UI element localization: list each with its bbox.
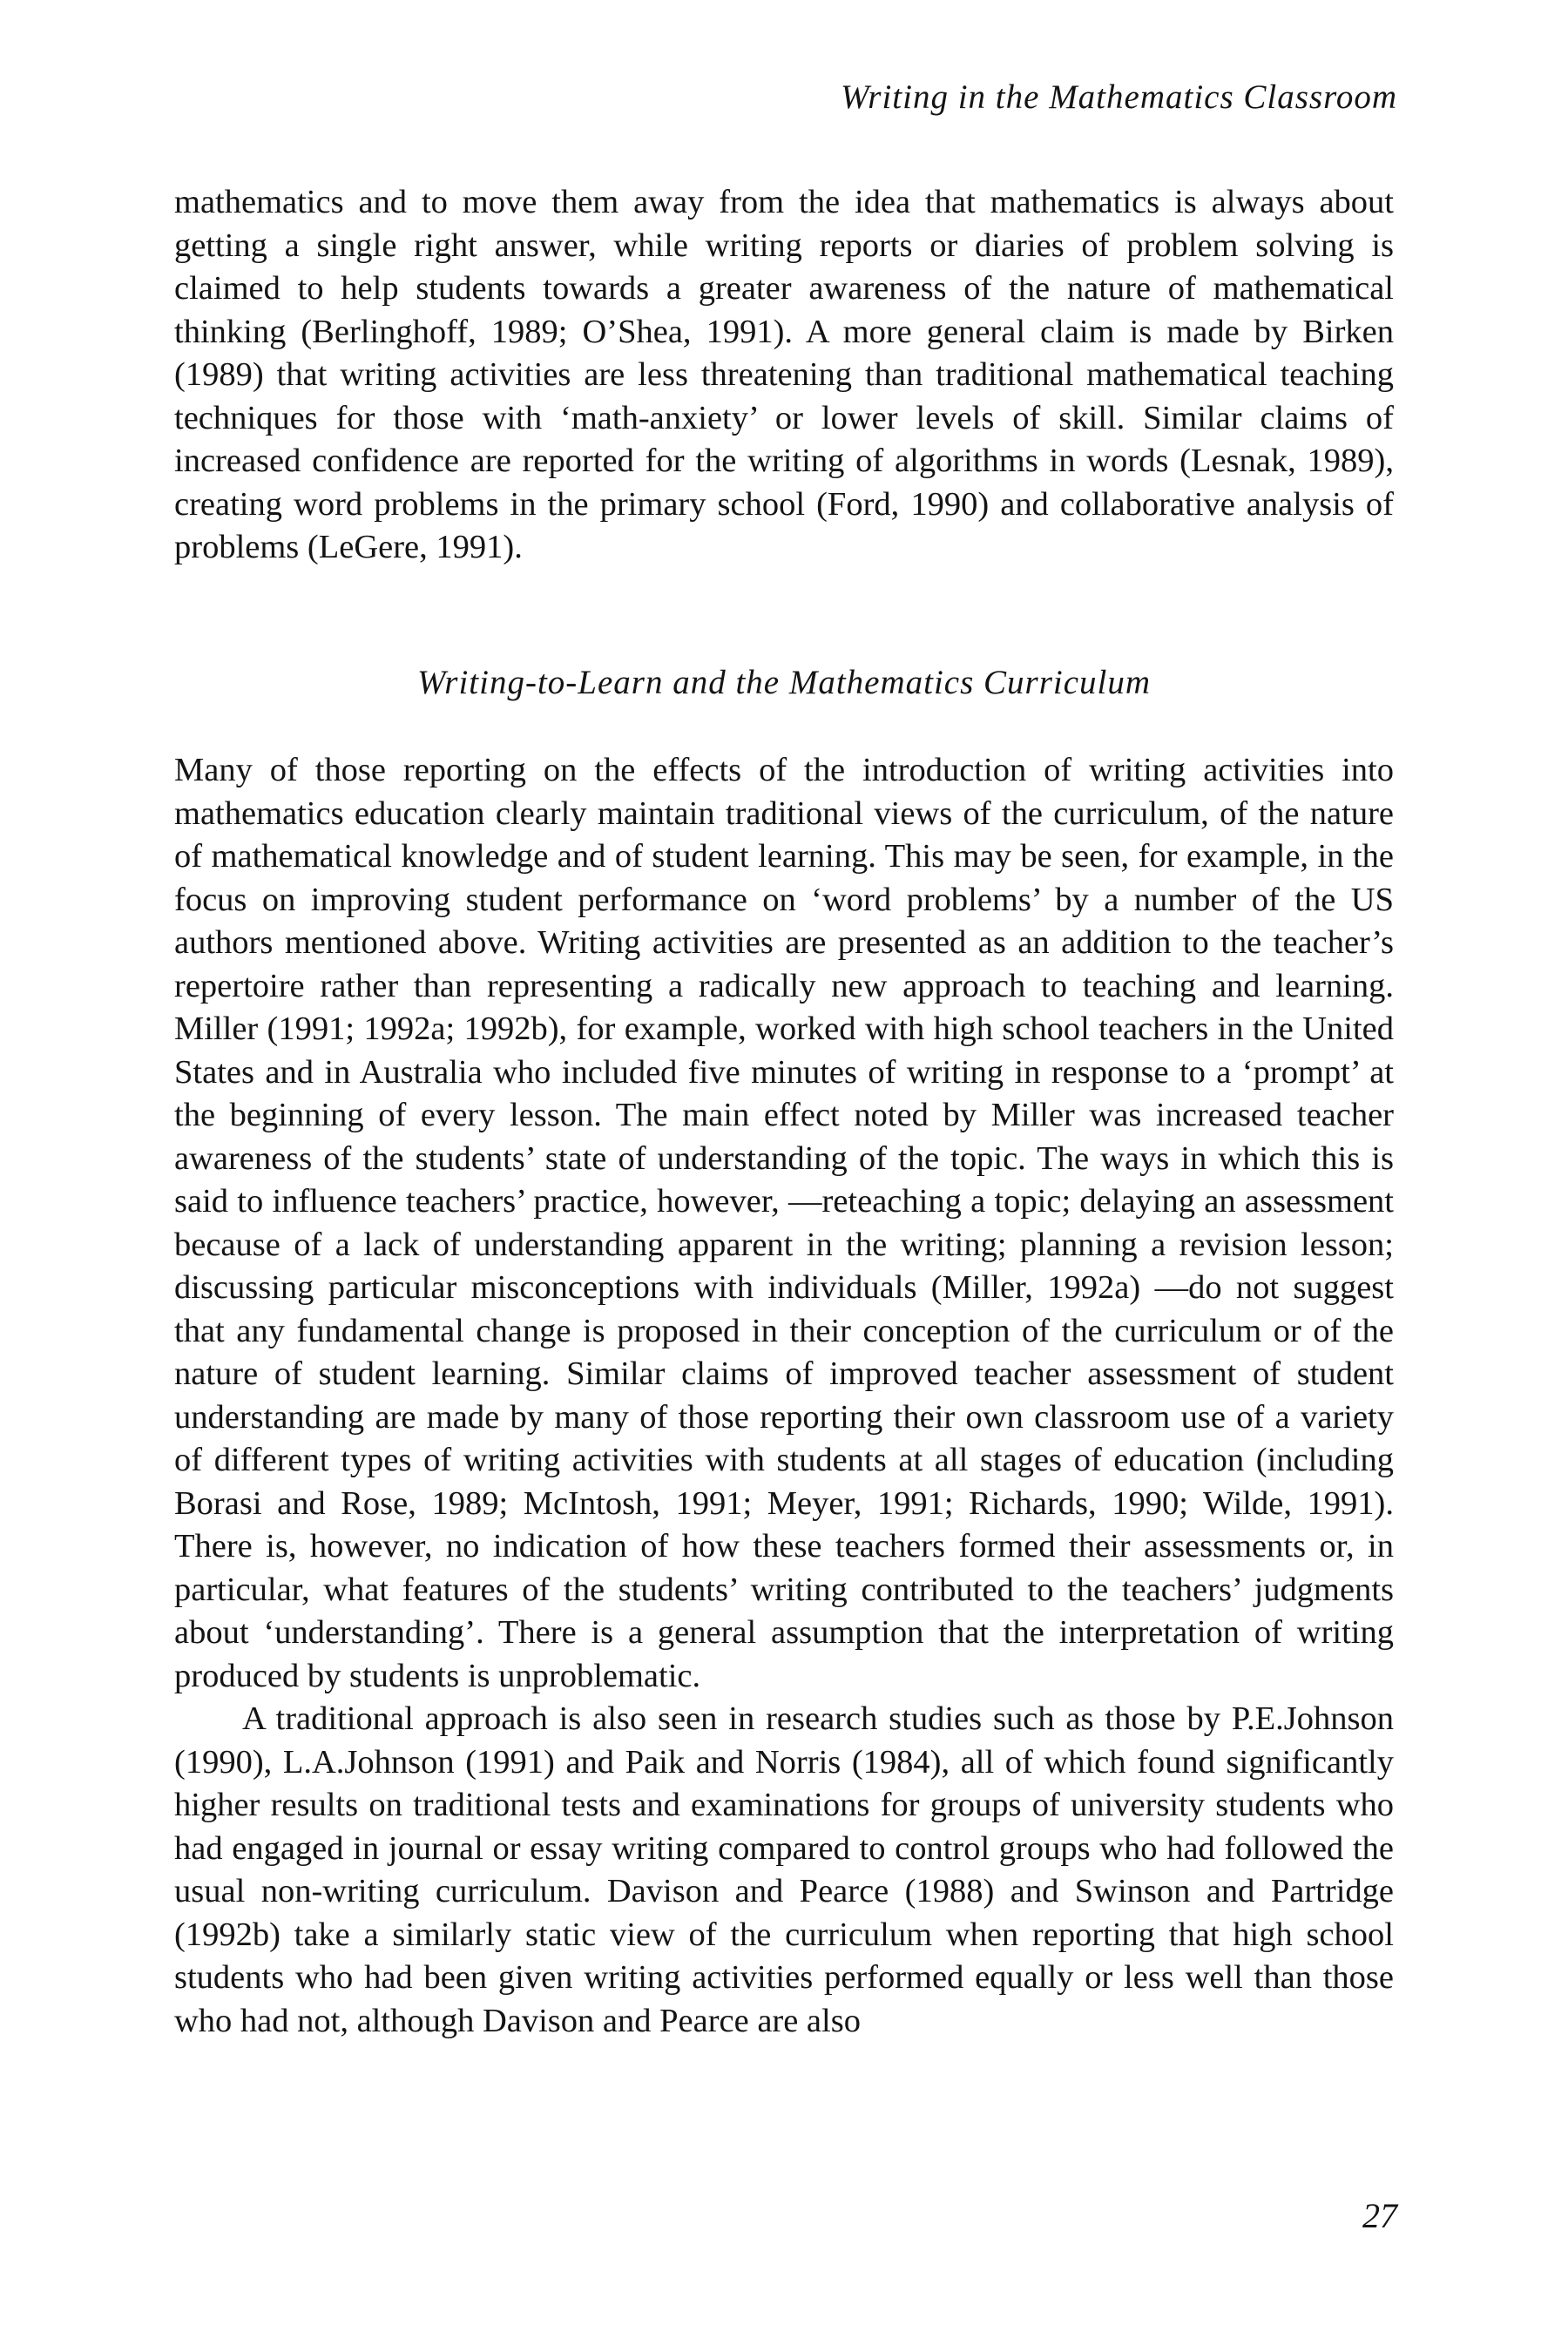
page-number: 27 — [1362, 2196, 1397, 2235]
running-head-title: Writing in the Mathematics Classroom — [840, 78, 1397, 116]
opening-paragraph-block — [174, 181, 1394, 570]
body-paragraph: Many of those reporting on the effects of the introduction of writing activities into mathematics education clearly maintain traditional views of the curriculum, of the nature of mathematical knowledge and of student learning. This may be seen, for example, in the focus on improving student performance on ‘word problems’ by a number of the US authors mentioned above. Writing activities are presented as an addition to the teacher’s repertoire rather than representing a radically new approach to teaching and learning. Miller (1991; 1992a; 1992b), for example, worked with high school teachers in the United States and in Australia who included five minutes of writing in response to a ‘prompt’ at the beginning of every lesson. The main effect noted by Miller was increased teacher awareness of the students’ state of understanding of the topic. The ways in which this is said to influence teachers’ practice, however, —reteaching a topic; delaying an assessment because of a lack of understanding apparent in the writing; planning a revision lesson; discussing particular misconceptions with individuals (Miller, 1992a) —do not suggest that any fundamental change is proposed in their conception of the curriculum or of the nature of student learning. Similar claims of improved teacher assessment of student understanding are made by many of those reporting their own classroom use of a variety of different types of writing activities with students at all stages of education (including Borasi and Rose, 1989; McIntosh, 1991; Meyer, 1991; Richards, 1990; Wilde, 1991). There is, however, no indication of how these teachers formed their assessments or, in particular, what features of the students’ writing contributed to the teachers’ judgments about ‘understanding’. There is a general assumption that the interpretation of writing produced by students is unproblematic. — [174, 752, 1394, 1694]
section-body — [174, 749, 1394, 2043]
section-heading: Writing-to-Learn and the Mathematics Curriculum — [416, 664, 1152, 701]
body-paragraph: A traditional approach is also seen in research studies such as those by P.E.Johnson (1990), L.A.Johnson (1991) and Paik and Norris (1984), all of which found significantly higher results on traditional tests and examinations for groups of university students who had engaged in journal or essay writing compared to control groups who had followed the usual non-writing curriculum. Davison and Pearce (1988) and Swinson and Partridge (1992b) take a similarly static view of the curriculum when reporting that high school students who had been given writing activities performed equally or less well than those who had not, although Davison and Pearce are also — [174, 1700, 1394, 2039]
body-paragraph: mathematics and to move them away from the idea that mathematics is always about getting a single right answer, while writing reports or diaries of problem solving is claimed to help students towards a greater awareness of the nature of mathematical thinking (Berlinghoff, 1989; O’Shea, 1991). A more general claim is made by Birken (1989) that writing activities are less threatening than traditional mathematical teaching techniques for those with ‘math-anxiety’ or lower levels of skill. Similar claims of increased confidence are reported for the writing of algorithms in words (Lesnak, 1989), creating word problems in the primary school (Ford, 1990) and collaborative analysis of problems (LeGere, 1991). — [174, 184, 1394, 565]
